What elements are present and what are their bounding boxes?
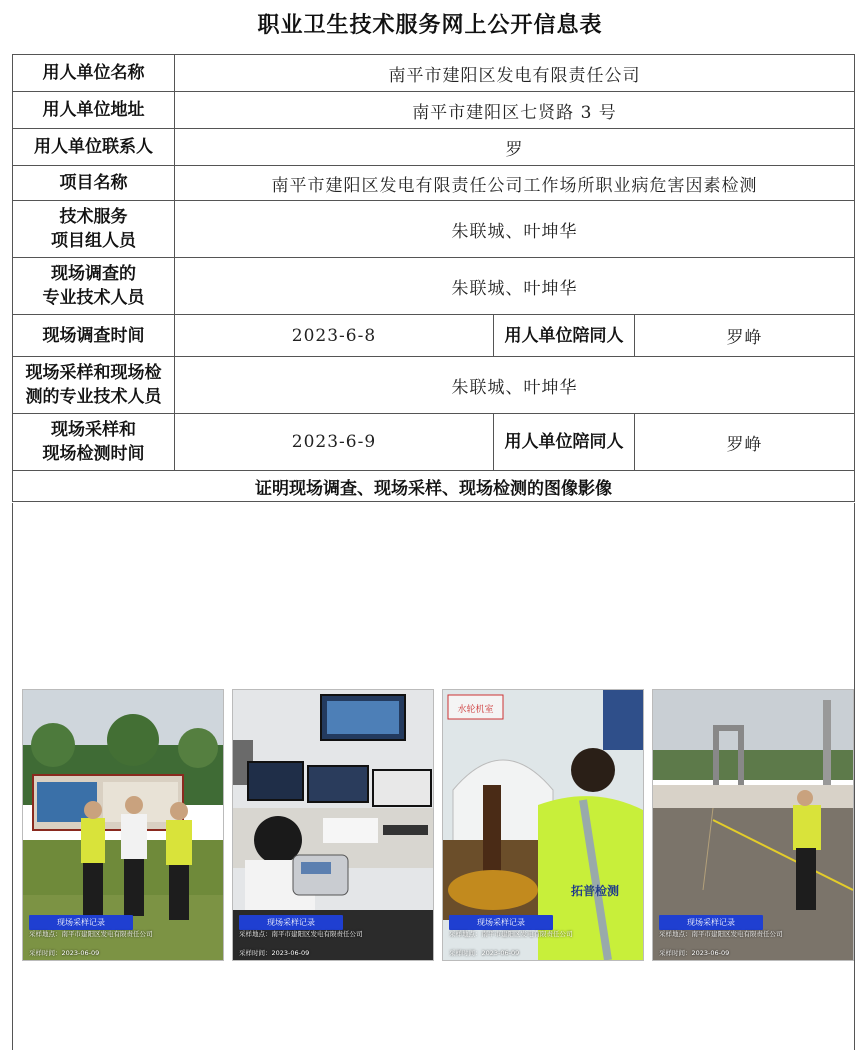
page-title: 职业卫生技术服务网上公开信息表 [257, 12, 603, 38]
survey-staff-label-line2: 专业技术人员 [42, 288, 145, 308]
photo-time: 采样时间：2023-06-09 [239, 949, 310, 957]
info-table [12, 54, 855, 502]
photo-strip [12, 689, 854, 964]
employer-name-value: 南平市建阳区发电有限责任公司 [175, 55, 855, 92]
service-team-label [13, 201, 175, 258]
sampling-time-value: 2023-6-9 [175, 414, 494, 471]
photo-tag: 现场采样记录 [449, 915, 553, 930]
photo-turbine-room [442, 689, 644, 961]
employer-name-label: 用人单位名称 [13, 55, 175, 92]
row-service-team [13, 201, 855, 258]
row-employer-contact [13, 129, 855, 166]
sampling-companion-value: 罗峥 [635, 414, 855, 471]
sampling-staff-label-line1: 现场采样和现场检 [25, 363, 162, 383]
survey-staff-value: 朱联城、叶坤华 [175, 258, 855, 315]
employer-contact-value: 罗 [175, 129, 855, 166]
service-team-value: 朱联城、叶坤华 [175, 201, 855, 258]
photo-tag: 现场采样记录 [239, 915, 343, 930]
photo-sign: 水轮机室 [457, 705, 494, 715]
row-sampling-time [13, 414, 855, 471]
sampling-companion-label: 用人单位陪同人 [494, 414, 635, 471]
photo-location: 采样地点：南平市建阳区发电有限责任公司 [29, 930, 153, 938]
service-team-label-line1: 技术服务 [59, 207, 128, 227]
sampling-time-label-line2: 现场检测时间 [42, 444, 145, 464]
employer-address-label: 用人单位地址 [13, 92, 175, 129]
row-sampling-staff [13, 357, 855, 414]
row-survey-time [13, 315, 855, 357]
row-employer-address [13, 92, 855, 129]
photo-control-room [232, 689, 434, 961]
photo-location: 采样地点：南平市建阳区发电有限责任公司 [659, 930, 783, 938]
photo-location: 采样地点：南平市建阳区发电有限责任公司 [239, 930, 363, 938]
survey-companion-value: 罗峥 [635, 315, 855, 357]
photo-substation [652, 689, 854, 961]
photo-vest-text: 拓普检测 [570, 884, 620, 898]
row-survey-staff [13, 258, 855, 315]
sampling-staff-label-line2: 测的专业技术人员 [25, 387, 162, 407]
images-caption: 证明现场调查、现场采样、现场检测的图像影像 [13, 471, 855, 502]
project-name-value: 南平市建阳区发电有限责任公司工作场所职业病危害因素检测 [175, 166, 855, 201]
photo-tag: 现场采样记录 [29, 915, 133, 930]
survey-time-label: 现场调查时间 [13, 315, 175, 357]
employer-contact-label: 用人单位联系人 [13, 129, 175, 166]
survey-time-value: 2023-6-8 [175, 315, 494, 357]
employer-address-value: 南平市建阳区七贤路 3 号 [175, 92, 855, 129]
sampling-staff-label [13, 357, 175, 414]
survey-companion-label: 用人单位陪同人 [494, 315, 635, 357]
survey-staff-label-line1: 现场调查的 [51, 264, 136, 284]
sampling-staff-value: 朱联城、叶坤华 [175, 357, 855, 414]
photo-tag: 现场采样记录 [659, 915, 763, 930]
sampling-time-label [13, 414, 175, 471]
service-team-label-line2: 项目组人员 [51, 231, 136, 251]
photo-location: 采样地点：南平市建阳区发电有限责任公司 [449, 930, 573, 938]
photo-time: 采样时间：2023-06-09 [449, 949, 520, 957]
survey-staff-label [13, 258, 175, 315]
row-images-caption [13, 471, 855, 502]
row-project-name [13, 166, 855, 201]
project-name-label: 项目名称 [13, 166, 175, 201]
photo-time: 采样时间：2023-06-09 [29, 949, 100, 957]
photo-time: 采样时间：2023-06-09 [659, 949, 730, 957]
row-employer-name [13, 55, 855, 92]
sampling-time-label-line1: 现场采样和 [51, 420, 136, 440]
photo-site-group [22, 689, 224, 961]
